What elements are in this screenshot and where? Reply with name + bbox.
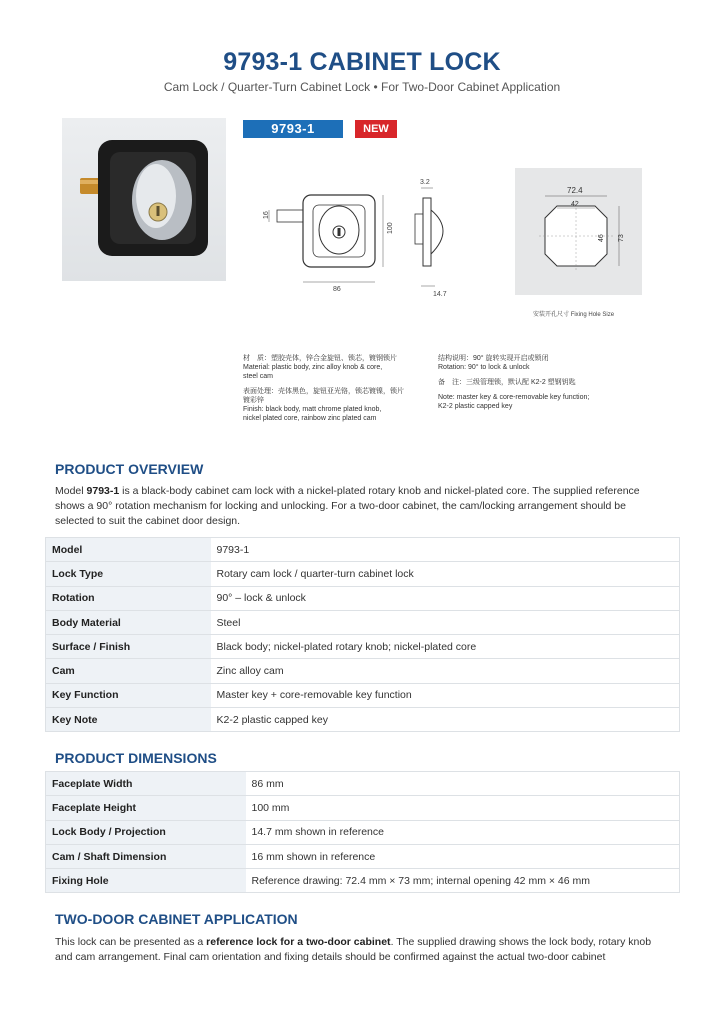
table-row (46, 708, 680, 732)
spec-table (45, 537, 680, 732)
fixing-hole-caption (533, 309, 614, 318)
table-row (46, 538, 680, 562)
spec-value: 9793-1 (211, 538, 680, 562)
spec-value: Master key + core-removable key function (211, 683, 680, 707)
dimension-key: Faceplate Width (46, 772, 246, 796)
dim-cam-label: 16 (263, 211, 270, 219)
hole-width-label: 72.4 (567, 186, 583, 195)
spec-line: 表面处理：壳体黑色，旋钮亚光铬，锁芯镀镍，锁片 (243, 388, 404, 395)
spec-line: 镀彩锌 (243, 397, 264, 404)
spec-value: 90° – lock & unlock (211, 586, 680, 610)
dim-depth-label: 14.7 (433, 291, 447, 298)
table-row (46, 683, 680, 707)
overview-model: 9793-1 (86, 485, 120, 497)
dimension-value: 16 mm shown in reference (246, 844, 680, 868)
spec-key: Key Function (46, 683, 211, 707)
dim-height-label: 100 (387, 222, 394, 234)
application-text-bold: reference lock for a two-door cabinet (206, 936, 391, 948)
spec-line: 结构说明：90° 旋转实现开启或锁闭 (438, 355, 549, 362)
application-paragraph (55, 935, 667, 965)
overview-paragraph (55, 484, 667, 529)
spec-line: Finish: black body, matt chrome plated knob, (243, 406, 382, 413)
overview-text-pre: Model (55, 485, 87, 497)
spec-line: nickel plated core, rainbow zinc plated cam (243, 415, 377, 422)
dimension-value: 86 mm (246, 772, 680, 796)
new-badge: NEW (355, 120, 397, 138)
dimensions-table (45, 771, 680, 893)
spec-text-right (438, 354, 589, 411)
hole-inner-height-label: 46 (598, 234, 605, 242)
dimension-key: Lock Body / Projection (46, 820, 246, 844)
table-row (46, 796, 680, 820)
technical-drawing (255, 170, 485, 305)
spec-line: 材 质：塑胶壳体，锌合金旋钮、锁芯，镀钢锁片 (243, 355, 397, 362)
spec-key: Body Material (46, 610, 211, 634)
dim-top-label: 3.2 (420, 179, 430, 186)
model-tag: 9793-1 (243, 120, 343, 138)
table-row (46, 635, 680, 659)
dimension-value: 14.7 mm shown in reference (246, 820, 680, 844)
hole-height-label: 73 (618, 234, 625, 242)
spec-value: K2-2 plastic capped key (211, 708, 680, 732)
table-row (46, 772, 680, 796)
table-row (46, 659, 680, 683)
table-row (46, 610, 680, 634)
dimensions-heading: PRODUCT DIMENSIONS (55, 750, 217, 766)
dimension-key: Faceplate Height (46, 796, 246, 820)
spec-key: Surface / Finish (46, 635, 211, 659)
spec-line: 备 注：三级管理锁，默认配 K2-2 塑钢钥匙 (438, 379, 576, 386)
spec-value: Zinc alloy cam (211, 659, 680, 683)
page-title: 9793-1 CABINET LOCK (223, 48, 501, 76)
spec-key: Model (46, 538, 211, 562)
spec-line: steel cam (243, 373, 273, 380)
spec-line: Note: master key & core-removable key function; (438, 394, 590, 401)
spec-key: Lock Type (46, 562, 211, 586)
table-row (46, 562, 680, 586)
application-heading: TWO-DOOR CABINET APPLICATION (55, 911, 298, 927)
fixing-hole-drawing (515, 168, 642, 295)
dim-width-label: 86 (333, 286, 341, 293)
spec-line: K2-2 plastic capped key (438, 403, 513, 410)
dimension-key: Fixing Hole (46, 869, 246, 893)
spec-line: Rotation: 90° to lock & unlock (438, 364, 530, 371)
spec-value: Black body; nickel-plated rotary knob; nickel-plated core (211, 635, 680, 659)
hole-inner-width-label: 42 (571, 201, 579, 208)
overview-text-post: is a black-body cabinet cam lock with a nickel-plated rotary knob and nickel-plated core. The supplied reference shows a 90° rotation mechanism for locking and unlocking. For a two-door cabinet, the cam/locking arrangement should be selected to suit the cabinet door design. (55, 485, 640, 527)
table-row (46, 844, 680, 868)
spec-text-left (243, 354, 404, 423)
table-row (46, 820, 680, 844)
fixing-hole-caption-cn: 安装开孔尺寸 (533, 312, 570, 318)
page-subtitle: Cam Lock / Quarter-Turn Cabinet Lock • For Two-Door Cabinet Application (163, 80, 561, 94)
overview-heading: PRODUCT OVERVIEW (55, 461, 204, 477)
spec-value: Rotary cam lock / quarter-turn cabinet lock (211, 562, 680, 586)
table-row (46, 586, 680, 610)
dimension-value: Reference drawing: 72.4 mm × 73 mm; internal opening 42 mm × 46 mm (246, 869, 680, 893)
application-text-post: . The supplied drawing shows the lock body, rotary knob and cam arrangement. Final cam orientation and fixing details should be confirmed against the actual two-door cabinet (55, 936, 652, 963)
spec-line: Material: plastic body, zinc alloy knob & core, (243, 364, 383, 371)
dimension-key: Cam / Shaft Dimension (46, 844, 246, 868)
spec-value: Steel (211, 610, 680, 634)
application-text-pre: This lock can be presented as a (55, 936, 207, 948)
spec-key: Key Note (46, 708, 211, 732)
product-photo (62, 118, 226, 281)
dimension-value: 100 mm (246, 796, 680, 820)
table-row (46, 869, 680, 893)
spec-key: Rotation (46, 586, 211, 610)
spec-key: Cam (46, 659, 211, 683)
fixing-hole-caption-en: Fixing Hole Size (570, 312, 615, 318)
